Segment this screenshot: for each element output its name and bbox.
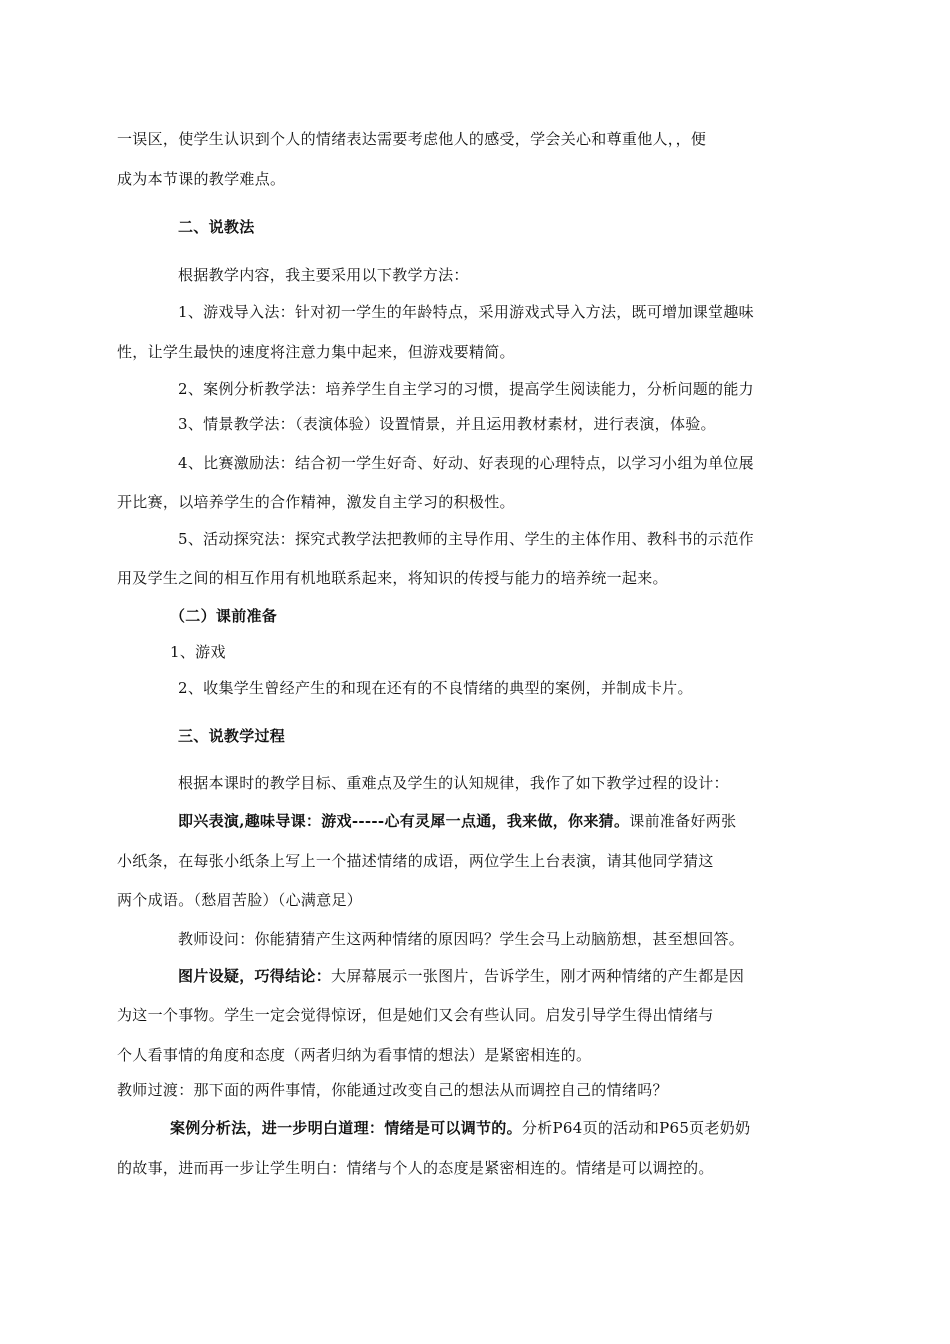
paragraph-line xyxy=(178,810,736,832)
paragraph-line: 性，让学生最快的速度将注意力集中起来，但游戏要精简。 xyxy=(117,343,515,361)
paragraph-line: 4、比赛激励法：结合初一学生好奇、好动、好表现的心理特点，以学习小组为单位展 xyxy=(178,454,754,472)
paragraph-line: 2、案例分析教学法：培养学生自主学习的习惯，提高学生阅读能力，分析问题的能力 xyxy=(178,380,754,398)
paragraph-line: 的故事，进而再一步让学生明白：情绪与个人的态度是紧密相连的。情绪是可以调控的。 xyxy=(117,1159,714,1177)
paragraph-line: 3、情景教学法：（表演体验）设置情景，并且运用教材素材，进行表演，体验。 xyxy=(178,415,716,433)
paragraph-line: 一误区，使学生认识到个人的情绪表达需要考虑他人的感受，学会关心和尊重他人，，便 xyxy=(117,130,707,148)
paragraph-line xyxy=(178,965,744,987)
paragraph-line: 1、游戏导入法：针对初一学生的年龄特点，采用游戏式导入方法，既可增加课堂趣味 xyxy=(178,303,754,321)
paragraph-line: 教师设问：你能猜猜产生这两种情绪的原因吗？学生会马上动脑筋想，甚至想回答。 xyxy=(178,930,745,948)
section-heading: 三、说教学过程 xyxy=(178,727,286,745)
bold-lead: 即兴表演,趣味导课：游戏-----心有灵犀一点通，我来做，你来猜。 xyxy=(178,812,630,830)
subsection-heading: （二）课前准备 xyxy=(170,607,278,625)
paragraph-line: 两个成语。（愁眉苦脸）（心满意足） xyxy=(117,891,363,909)
paragraph-line: 个人看事情的角度和态度（两者归纳为看事情的想法）是紧密相连的。 xyxy=(117,1046,592,1064)
line-text: 大屏幕展示一张图片，告诉学生，刚才两种情绪的产生都是因 xyxy=(331,967,745,985)
paragraph-line: 小纸条，在每张小纸条上写上一个描述情绪的成语，两位学生上台表演，请其他同学猜这 xyxy=(117,852,714,870)
paragraph-line: 5、活动探究法：探究式教学法把教师的主导作用、学生的主体作用、教科书的示范作 xyxy=(178,530,754,548)
bold-lead: 图片设疑，巧得结论： xyxy=(178,967,332,985)
paragraph-line: 根据本课时的教学目标、重难点及学生的认知规律，我作了如下教学过程的设计： xyxy=(178,774,729,792)
paragraph-line: 1、游戏 xyxy=(170,643,226,661)
paragraph-line: 根据教学内容，我主要采用以下教学方法： xyxy=(178,266,469,284)
line-text: 课前准备好两张 xyxy=(629,812,737,830)
paragraph-line: 成为本节课的教学难点。 xyxy=(117,170,286,188)
section-heading: 二、说教法 xyxy=(178,218,255,236)
paragraph-line: 用及学生之间的相互作用有机地联系起来，将知识的传授与能力的培养统一起来。 xyxy=(117,569,668,587)
paragraph-line xyxy=(170,1117,750,1139)
bold-lead: 案例分析法，进一步明白道理：情绪是可以调节的。 xyxy=(170,1119,522,1137)
paragraph-line: 为这一个事物。学生一定会觉得惊讶，但是她们又会有些认同。启发引导学生得出情绪与 xyxy=(117,1006,714,1024)
paragraph-line: 开比赛，以培养学生的合作精神，激发自主学习的积极性。 xyxy=(117,493,515,511)
line-text: 分析P64页的活动和P65页老奶奶 xyxy=(521,1119,751,1137)
paragraph-line: 教师过渡：那下面的两件事情，你能通过改变自己的想法从而调控自己的情绪吗？ xyxy=(117,1081,668,1099)
paragraph-line: 2、收集学生曾经产生的和现在还有的不良情绪的典型的案例，并制成卡片。 xyxy=(178,679,693,697)
